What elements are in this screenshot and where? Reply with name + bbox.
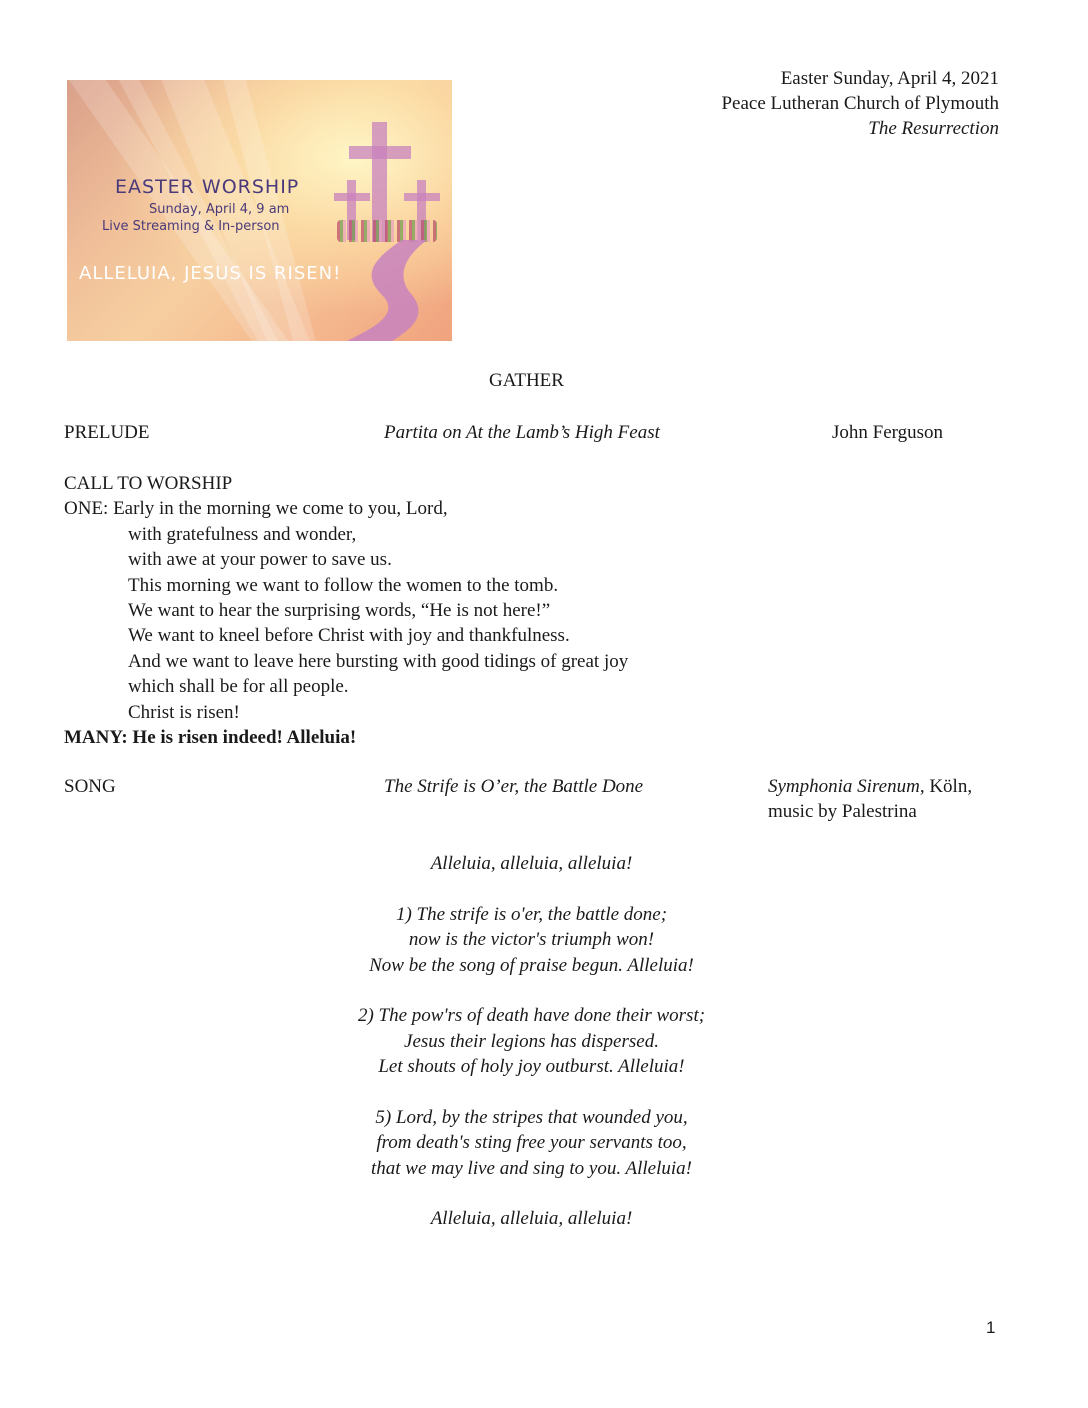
banner-title: EASTER WORSHIP bbox=[115, 176, 300, 198]
flowers-decoration bbox=[337, 220, 437, 242]
refrain: Alleluia, alleluia, alleluia! bbox=[430, 853, 633, 874]
verse-line: Jesus their legions has dispersed. bbox=[404, 1030, 659, 1052]
page-number: 1 bbox=[986, 1318, 996, 1337]
winding-path bbox=[332, 240, 452, 341]
service-date: Easter Sunday, April 4, 2021 bbox=[780, 68, 999, 89]
easter-banner-image bbox=[67, 80, 452, 341]
tune-suffix: , Köln, bbox=[919, 776, 973, 797]
leader-line: with awe at your power to save us. bbox=[128, 549, 392, 571]
leader-line: We want to kneel before Christ with joy and thankfulness. bbox=[128, 625, 570, 647]
verse-line: Now be the song of praise begun. Alleluia! bbox=[369, 954, 694, 976]
tune-name: Symphonia Sirenum bbox=[768, 776, 920, 797]
banner-date-line: Sunday, April 4, 9 am bbox=[149, 202, 290, 217]
verse-line: 2) The pow'rs of death have done their worst; bbox=[357, 1005, 706, 1027]
song-title: The Strife is O’er, the Battle Done bbox=[384, 776, 644, 797]
prelude-composer: John Ferguson bbox=[832, 422, 944, 443]
service-theme: The Resurrection bbox=[868, 118, 999, 139]
leader-line: And we want to leave here bursting with good tidings of great joy bbox=[128, 650, 629, 672]
closing-refrain: Alleluia, alleluia, alleluia! bbox=[430, 1208, 633, 1230]
song-music-credit: music by Palestrina bbox=[768, 801, 917, 822]
verse-line: 5) Lord, by the stripes that wounded you, bbox=[375, 1106, 688, 1128]
song-tune bbox=[768, 776, 972, 798]
section-heading: GATHER bbox=[489, 370, 564, 391]
verse-line: from death's sting free your servants too, bbox=[376, 1132, 687, 1154]
verse-line: now is the victor's triumph won! bbox=[408, 929, 655, 951]
bulletin-header bbox=[721, 66, 999, 141]
leader-line: ONE: Early in the morning we come to you, Lord, bbox=[64, 498, 448, 520]
verse-line: that we may live and sing to you. Alleluia! bbox=[370, 1157, 692, 1179]
prelude-title: Partita on At the Lamb’s High Feast bbox=[384, 422, 660, 443]
leader-line: which shall be for all people. bbox=[128, 676, 349, 698]
banner-tagline: ALLELUIA, JESUS IS RISEN! bbox=[79, 263, 342, 284]
church-name: Peace Lutheran Church of Plymouth bbox=[721, 93, 999, 114]
leader-line: Christ is risen! bbox=[128, 701, 240, 723]
verse-line: 1) The strife is o'er, the battle done; bbox=[395, 903, 668, 925]
leader-line: This morning we want to follow the women to the tomb. bbox=[128, 574, 559, 596]
congregation-response: MANY: He is risen indeed! Alleluia! bbox=[64, 726, 357, 748]
verse-line: Let shouts of holy joy outburst. Alleluia! bbox=[378, 1056, 685, 1078]
song-label: SONG bbox=[64, 776, 116, 797]
song-lyrics bbox=[0, 851, 1063, 1232]
call-to-worship bbox=[64, 471, 628, 750]
leader-line: with gratefulness and wonder, bbox=[128, 523, 357, 545]
banner-format-line: Live Streaming & In-person bbox=[102, 219, 280, 234]
call-to-worship-label: CALL TO WORSHIP bbox=[64, 473, 233, 494]
prelude-label: PRELUDE bbox=[64, 422, 150, 443]
leader-line: We want to hear the surprising words, “He is not here!” bbox=[128, 599, 551, 621]
